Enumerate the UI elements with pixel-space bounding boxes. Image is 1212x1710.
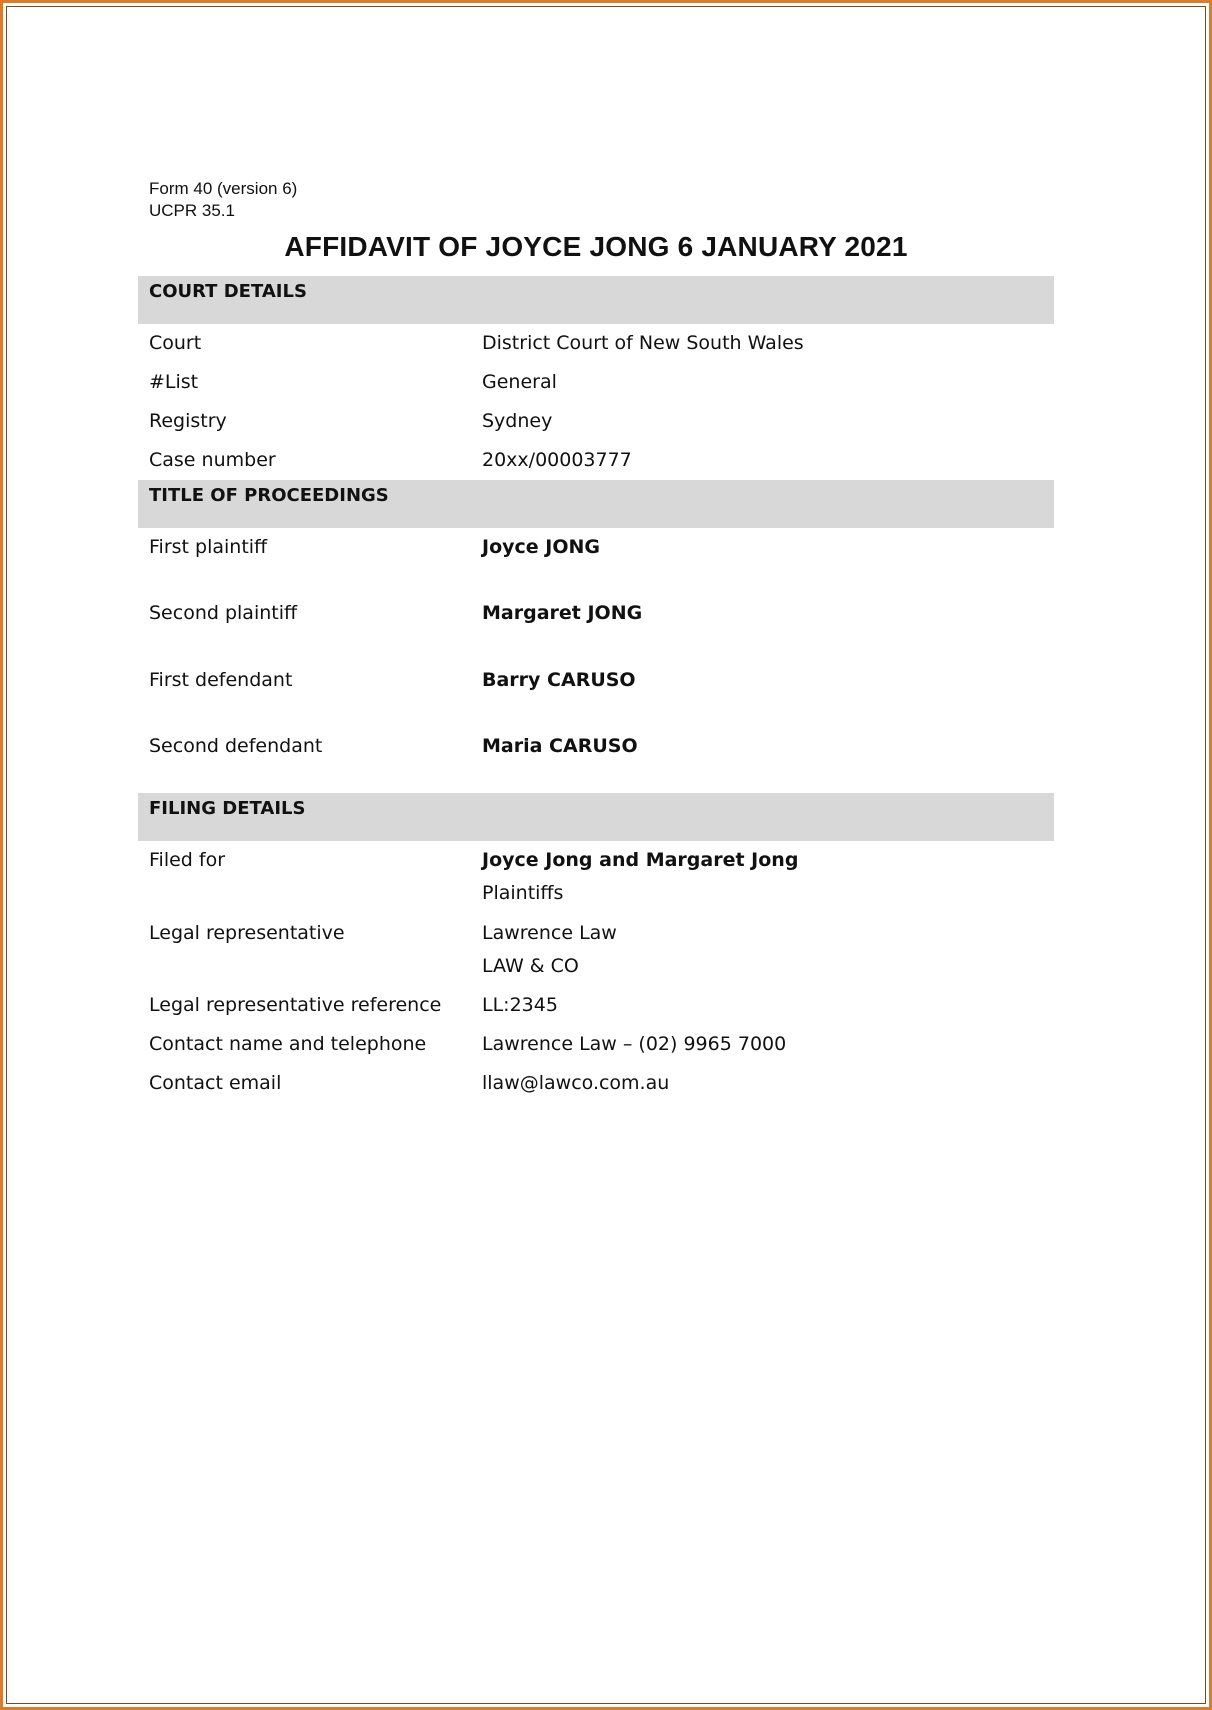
form-rule: UCPR 35.1 (149, 201, 235, 220)
registry-label: Registry (149, 410, 227, 432)
first-defendant-label: First defendant (149, 669, 293, 691)
legal-representative-label: Legal representative (149, 922, 345, 944)
court-value: District Court of New South Wales (482, 332, 804, 354)
contact-email-value: llaw@lawco.com.au (482, 1072, 670, 1094)
court-details-heading: COURT DETAILS (149, 281, 307, 302)
legal-representative-reference-label: Legal representative reference (149, 994, 442, 1016)
filed-for-role: Plaintiffs (482, 882, 564, 904)
contact-name-telephone-label: Contact name and telephone (149, 1033, 427, 1055)
filing-details-heading: FILING DETAILS (149, 798, 306, 819)
form-meta (149, 178, 297, 222)
second-plaintiff-label: Second plaintiff (149, 602, 298, 624)
legal-representative-value: Lawrence Law (482, 922, 617, 944)
first-plaintiff-value: Joyce JONG (482, 536, 600, 558)
second-plaintiff-value: Margaret JONG (482, 602, 643, 624)
first-plaintiff-label: First plaintiff (149, 536, 268, 558)
filed-for-value: Joyce Jong and Margaret Jong (482, 849, 799, 871)
first-defendant-value: Barry CARUSO (482, 669, 636, 691)
court-details-band (138, 276, 1054, 324)
filing-details-band (138, 793, 1054, 841)
list-label: #List (149, 371, 199, 393)
case-number-label: Case number (149, 449, 276, 471)
form-number: Form 40 (version 6) (149, 179, 298, 198)
second-defendant-value: Maria CARUSO (482, 735, 638, 757)
document-title: AFFIDAVIT OF JOYCE JONG 6 JANUARY 2021 (284, 231, 908, 262)
filed-for-label: Filed for (149, 849, 226, 871)
legal-representative-firm: LAW & CO (482, 955, 579, 977)
title-of-proceedings-band (138, 480, 1054, 528)
registry-value: Sydney (482, 410, 553, 432)
contact-email-label: Contact email (149, 1072, 282, 1094)
list-value: General (482, 371, 557, 393)
second-defendant-label: Second defendant (149, 735, 323, 757)
court-label: Court (149, 332, 202, 354)
case-number-value: 20xx/00003777 (482, 449, 632, 471)
title-of-proceedings-heading: TITLE OF PROCEEDINGS (149, 485, 389, 506)
contact-name-telephone-value: Lawrence Law – (02) 9965 7000 (482, 1033, 787, 1055)
legal-representative-reference-value: LL:2345 (482, 994, 558, 1016)
